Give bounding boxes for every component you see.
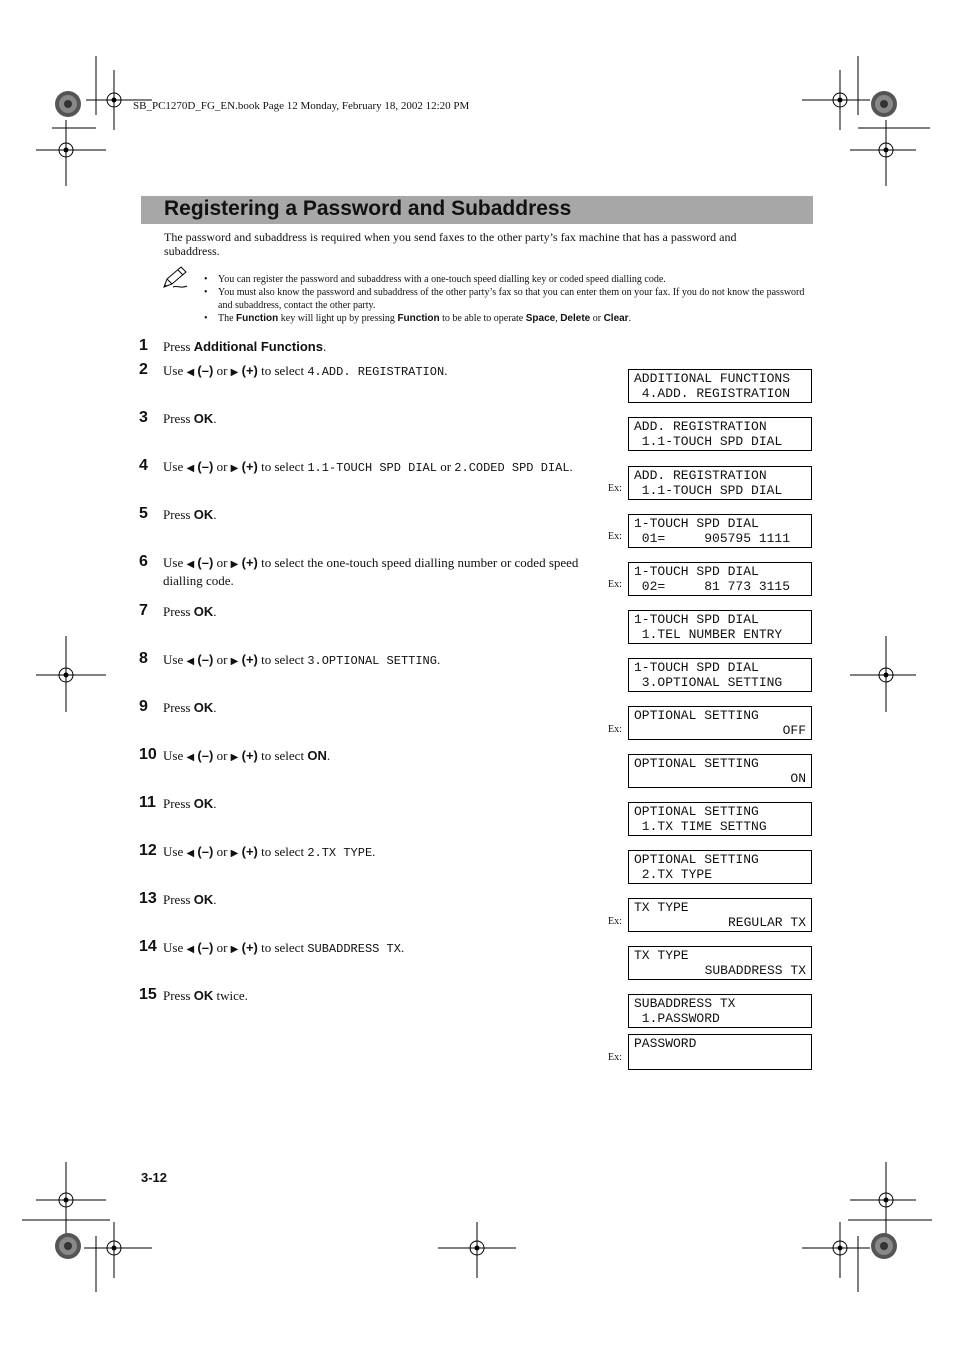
step-number: 13 — [139, 890, 157, 907]
example-label: Ex: — [608, 1052, 622, 1063]
left-arrow-icon: ◀ — [186, 367, 195, 378]
example-label: Ex: — [608, 483, 622, 494]
right-arrow-icon: ▶ — [230, 848, 239, 859]
right-arrow-icon: ▶ — [230, 656, 239, 667]
lcd-display: 1-TOUCH SPD DIAL 02= 81 773 3115 — [628, 562, 812, 596]
step-14-text: Use ◀ (–) or ▶ (+) to select SUBADDRESS TX. — [163, 940, 405, 956]
step-7-text: Press OK. — [163, 604, 217, 619]
space-key-label: Space — [525, 313, 556, 324]
file-header: SB_PC1270D_FG_EN.book Page 12 Monday, February 18, 2002 12:20 PM — [133, 100, 470, 112]
lcd-display: ADD. REGISTRATION 1.1-TOUCH SPD DIAL — [628, 417, 812, 451]
note-item: • You must also know the password and subaddress of the other party’s fax so that you can enter them on your fax. If you do not know the password and subaddress, contact the other party. — [204, 286, 814, 312]
step-number: 12 — [139, 842, 157, 859]
example-label: Ex: — [608, 579, 622, 590]
step-number: 15 — [139, 986, 157, 1003]
notes-list — [204, 273, 814, 325]
lcd-display: 1-TOUCH SPD DIAL 1.TEL NUMBER ENTRY — [628, 610, 812, 644]
right-arrow-icon: ▶ — [230, 944, 239, 955]
step-number: 14 — [139, 938, 157, 955]
lcd-display: OPTIONAL SETTING 2.TX TYPE — [628, 850, 812, 884]
function-key-label: Function — [236, 313, 279, 324]
page-number: 3-12 — [141, 1170, 168, 1185]
note-item: • The Function key will light up by pressing Function to be able to operate Space, Delete or Clear. — [204, 312, 814, 325]
lcd-display: ADDITIONAL FUNCTIONS 4.ADD. REGISTRATION — [628, 369, 812, 403]
left-arrow-icon: ◀ — [186, 944, 195, 955]
step-number: 8 — [139, 650, 148, 667]
left-arrow-icon: ◀ — [186, 559, 195, 570]
right-arrow-icon: ▶ — [230, 559, 239, 570]
lcd-display: ADD. REGISTRATION 1.1-TOUCH SPD DIAL — [628, 466, 812, 500]
step-6-text: Use ◀ (–) or ▶ (+) to select the one-touch speed dialling number or coded speed dialling code. — [163, 555, 579, 588]
step-number: 5 — [139, 505, 148, 522]
lcd-display: SUBADDRESS TX 1.PASSWORD — [628, 994, 812, 1028]
intro-paragraph: The password and subaddress is required when you send faxes to the other party’s fax machine that has a password and subaddress. — [164, 230, 737, 258]
example-label: Ex: — [608, 724, 622, 735]
lcd-display: PASSWORD — [628, 1034, 812, 1070]
left-arrow-icon: ◀ — [186, 752, 195, 763]
left-arrow-icon: ◀ — [186, 656, 195, 667]
step-4-text: Use ◀ (–) or ▶ (+) to select 1.1-TOUCH SPD DIAL or 2.CODED SPD DIAL. — [163, 459, 573, 475]
step-number: 10 — [139, 746, 157, 763]
step-number: 4 — [139, 457, 148, 474]
example-label: Ex: — [608, 531, 622, 542]
step-number: 7 — [139, 602, 148, 619]
step-number: 6 — [139, 553, 148, 570]
step-number: 2 — [139, 361, 148, 378]
step-13-text: Press OK. — [163, 892, 217, 907]
step-2-text: Use ◀ (–) or ▶ (+) to select 4.ADD. REGISTRATION. — [163, 363, 448, 379]
right-arrow-icon: ▶ — [230, 367, 239, 378]
step-1-text: Press Additional Functions. — [163, 339, 327, 354]
left-arrow-icon: ◀ — [186, 463, 195, 474]
right-arrow-icon: ▶ — [230, 463, 239, 474]
lcd-display: TX TYPE SUBADDRESS TX — [628, 946, 812, 980]
page-title: Registering a Password and Subaddress — [164, 197, 572, 220]
step-number: 11 — [139, 794, 156, 811]
step-15-text: Press OK twice. — [163, 988, 248, 1003]
example-label: Ex: — [608, 916, 622, 927]
step-number: 1 — [139, 337, 148, 354]
lcd-display: 1-TOUCH SPD DIAL 3.OPTIONAL SETTING — [628, 658, 812, 692]
delete-key-label: Delete — [560, 313, 591, 324]
lcd-display: TX TYPE REGULAR TX — [628, 898, 812, 932]
step-11-text: Press OK. — [163, 796, 217, 811]
step-5-text: Press OK. — [163, 507, 217, 522]
step-8-text: Use ◀ (–) or ▶ (+) to select 3.OPTIONAL SETTING. — [163, 652, 441, 668]
lcd-display: 1-TOUCH SPD DIAL 01= 905795 1111 — [628, 514, 812, 548]
pencil-note-icon — [161, 265, 191, 291]
step-3-text: Press OK. — [163, 411, 217, 426]
step-10-text: Use ◀ (–) or ▶ (+) to select ON. — [163, 748, 331, 763]
lcd-display: OPTIONAL SETTING ON — [628, 754, 812, 788]
lcd-display: OPTIONAL SETTING OFF — [628, 706, 812, 740]
right-arrow-icon: ▶ — [230, 752, 239, 763]
step-9-text: Press OK. — [163, 700, 217, 715]
left-arrow-icon: ◀ — [186, 848, 195, 859]
clear-key-label: Clear — [603, 313, 629, 324]
step-number: 9 — [139, 698, 148, 715]
note-item: • You can register the password and subaddress with a one-touch speed dialling key or coded speed dialling code. — [204, 273, 814, 286]
function-key-label: Function — [397, 313, 440, 324]
lcd-display: OPTIONAL SETTING 1.TX TIME SETTNG — [628, 802, 812, 836]
step-number: 3 — [139, 409, 148, 426]
step-12-text: Use ◀ (–) or ▶ (+) to select 2.TX TYPE. — [163, 844, 376, 860]
